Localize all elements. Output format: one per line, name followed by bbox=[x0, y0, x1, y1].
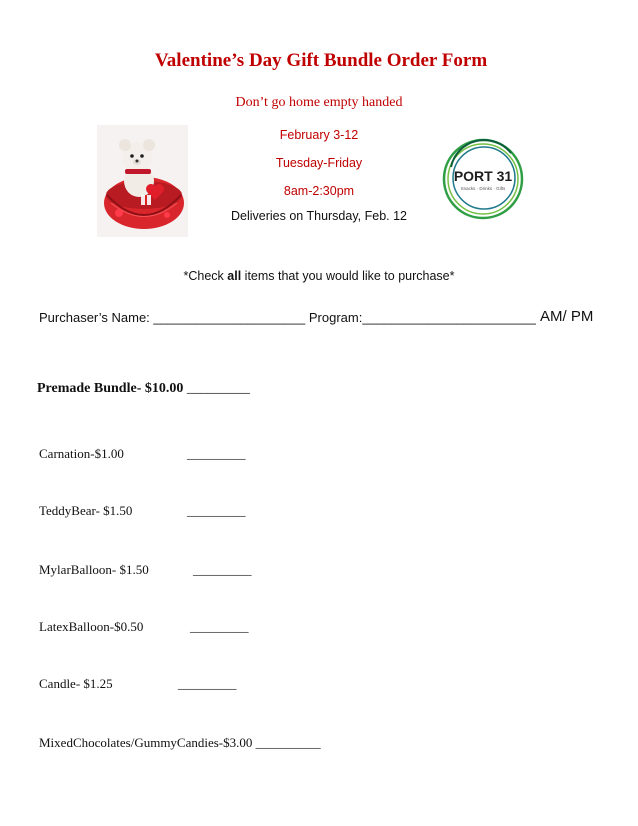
item-label: Candle- $1.25 bbox=[39, 676, 113, 691]
program-field[interactable]: ________________________ bbox=[362, 310, 536, 325]
item-label: LatexBalloon-$0.50 bbox=[39, 619, 144, 634]
item-mylar-balloon bbox=[39, 562, 149, 578]
instructions-prefix: *Check bbox=[183, 269, 228, 283]
item-label: TeddyBear- $1.50 bbox=[39, 503, 133, 518]
item-checkbox-line[interactable]: _________ bbox=[187, 503, 246, 518]
svg-text:PORT 31: PORT 31 bbox=[453, 168, 513, 184]
program-label: Program: bbox=[308, 310, 363, 325]
item-checkbox-line[interactable]: _________ bbox=[190, 619, 249, 634]
item-label: MixedChocolates/GummyCandies-$3.00 bbox=[39, 735, 253, 750]
instructions bbox=[0, 269, 638, 283]
item-latex-balloon bbox=[39, 619, 143, 635]
date-range: February 3-12 bbox=[279, 128, 359, 142]
item-label: Carnation-$1.00 bbox=[39, 446, 124, 461]
purchaser-name-label: Purchaser’s Name: bbox=[39, 310, 150, 325]
sale-hours: 8am-2:30pm bbox=[283, 184, 355, 198]
sale-days: Tuesday-Friday bbox=[275, 156, 363, 170]
svg-text:Snacks · Drinks · Gifts: Snacks · Drinks · Gifts bbox=[460, 186, 506, 191]
item-premade-bundle bbox=[37, 381, 250, 397]
item-carnation bbox=[39, 446, 124, 462]
item-label: MylarBalloon- $1.50 bbox=[39, 562, 149, 577]
delivery-note: Deliveries on Thursday, Feb. 12 bbox=[230, 209, 407, 223]
port31-logo bbox=[441, 137, 525, 221]
purchaser-name-field[interactable]: _____________________ bbox=[153, 310, 306, 325]
instructions-suffix: items that you would like to purchase* bbox=[241, 269, 455, 283]
item-mixed-chocolates bbox=[39, 735, 321, 751]
item-checkbox-line[interactable]: _________ bbox=[178, 676, 237, 691]
am-pm-selector[interactable]: AM/ PM bbox=[540, 308, 594, 325]
form-title: Valentine’s Day Gift Bundle Order Form bbox=[154, 50, 488, 71]
item-teddy-bear bbox=[39, 503, 132, 519]
purchaser-row bbox=[39, 310, 536, 325]
tagline: Don’t go home empty handed bbox=[235, 95, 403, 110]
instructions-emphasis: all bbox=[227, 269, 242, 283]
item-checkbox-line[interactable]: _________ bbox=[186, 381, 250, 396]
item-checkbox-line[interactable]: __________ bbox=[255, 735, 321, 750]
item-candle bbox=[39, 676, 113, 692]
teddy-bear-basket-image bbox=[97, 125, 188, 237]
item-checkbox-line[interactable]: _________ bbox=[187, 446, 246, 461]
item-checkbox-line[interactable]: _________ bbox=[193, 562, 252, 577]
item-label: Premade Bundle- $10.00 bbox=[37, 381, 184, 396]
